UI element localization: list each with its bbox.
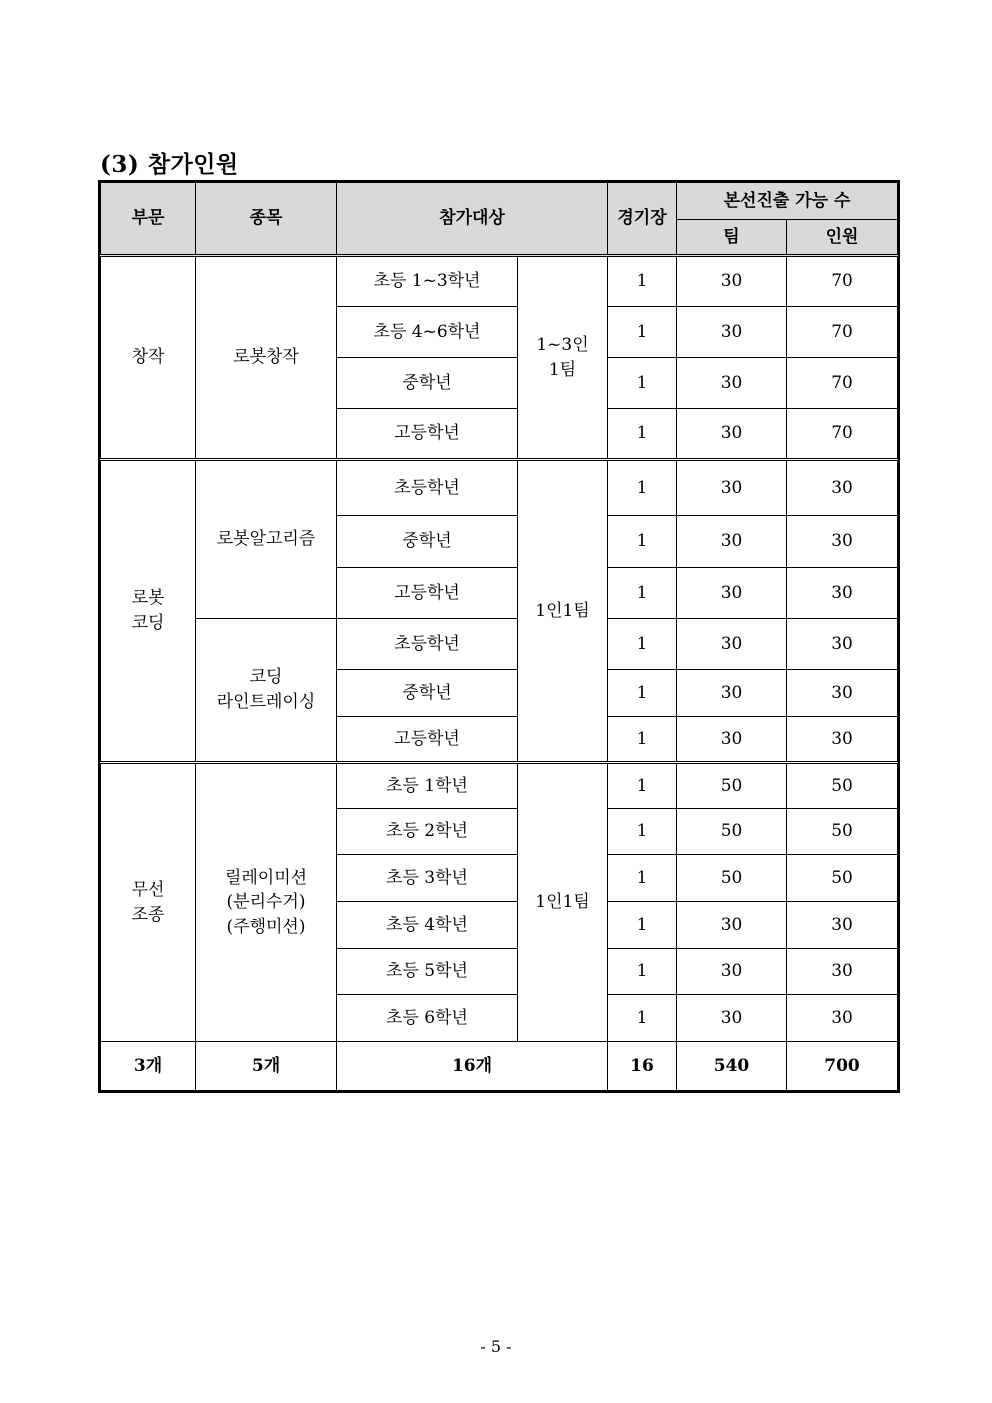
field-cell: 1	[608, 568, 677, 619]
teams-cell: 30	[677, 460, 787, 516]
division-cell: 무선 조종	[101, 763, 196, 1042]
table-row	[101, 460, 898, 516]
people-cell: 70	[787, 409, 898, 460]
table-row	[101, 619, 898, 670]
people-cell: 70	[787, 307, 898, 358]
people-cell: 50	[787, 763, 898, 809]
target-cell: 초등 6학년	[337, 995, 518, 1042]
target-cell: 중학년	[337, 670, 518, 717]
people-cell: 50	[787, 809, 898, 855]
field-cell: 1	[608, 995, 677, 1042]
header-division: 부문	[101, 183, 196, 256]
table-row	[101, 256, 898, 307]
people-cell: 70	[787, 358, 898, 409]
target-cell: 중학년	[337, 358, 518, 409]
field-cell: 1	[608, 460, 677, 516]
field-cell: 1	[608, 409, 677, 460]
table-body	[101, 256, 898, 1091]
teams-cell: 30	[677, 568, 787, 619]
target-cell: 초등학년	[337, 619, 518, 670]
teams-cell: 30	[677, 516, 787, 568]
field-cell: 1	[608, 670, 677, 717]
target-cell: 고등학년	[337, 568, 518, 619]
people-cell: 50	[787, 855, 898, 902]
participants-table	[100, 182, 898, 1091]
table-row	[101, 763, 898, 809]
total-target-cell: 16개	[337, 1042, 608, 1091]
teams-cell: 30	[677, 717, 787, 763]
people-cell: 30	[787, 568, 898, 619]
people-cell: 30	[787, 460, 898, 516]
team-size-cell: 1인1팀	[518, 763, 608, 1042]
target-cell: 초등 3학년	[337, 855, 518, 902]
field-cell: 1	[608, 256, 677, 307]
target-cell: 중학년	[337, 516, 518, 568]
teams-cell: 50	[677, 809, 787, 855]
teams-cell: 30	[677, 670, 787, 717]
field-cell: 1	[608, 307, 677, 358]
target-cell: 초등학년	[337, 460, 518, 516]
event-cell: 로봇알고리즘	[196, 460, 337, 619]
team-size-cell: 1인1팀	[518, 460, 608, 763]
target-cell: 초등 2학년	[337, 809, 518, 855]
teams-cell: 30	[677, 358, 787, 409]
field-cell: 1	[608, 902, 677, 949]
header-target: 참가대상	[337, 183, 608, 256]
total-teams-cell: 540	[677, 1042, 787, 1091]
people-cell: 30	[787, 949, 898, 995]
target-cell: 초등 1~3학년	[337, 256, 518, 307]
event-cell: 코딩 라인트레이싱	[196, 619, 337, 763]
people-cell: 30	[787, 717, 898, 763]
teams-cell: 50	[677, 855, 787, 902]
target-cell: 초등 1학년	[337, 763, 518, 809]
total-event-cell: 5개	[196, 1042, 337, 1091]
target-cell: 초등 5학년	[337, 949, 518, 995]
field-cell: 1	[608, 516, 677, 568]
division-cell: 창작	[101, 256, 196, 460]
total-row	[101, 1042, 898, 1091]
header-teams: 팀	[677, 220, 787, 256]
header-people: 인원	[787, 220, 898, 256]
field-cell: 1	[608, 809, 677, 855]
people-cell: 70	[787, 256, 898, 307]
field-cell: 1	[608, 763, 677, 809]
division-cell: 로봇 코딩	[101, 460, 196, 763]
people-cell: 30	[787, 619, 898, 670]
target-cell: 초등 4학년	[337, 902, 518, 949]
header-quota: 본선진출 가능 수	[677, 183, 898, 220]
teams-cell: 50	[677, 763, 787, 809]
people-cell: 30	[787, 516, 898, 568]
header-field: 경기장	[608, 183, 677, 256]
target-cell: 고등학년	[337, 717, 518, 763]
field-cell: 1	[608, 358, 677, 409]
teams-cell: 30	[677, 619, 787, 670]
page-number: - 5 -	[480, 1337, 512, 1356]
field-cell: 1	[608, 855, 677, 902]
teams-cell: 30	[677, 256, 787, 307]
field-cell: 1	[608, 619, 677, 670]
teams-cell: 30	[677, 307, 787, 358]
total-field-cell: 16	[608, 1042, 677, 1091]
teams-cell: 30	[677, 949, 787, 995]
target-cell: 초등 4~6학년	[337, 307, 518, 358]
teams-cell: 30	[677, 902, 787, 949]
total-division-cell: 3개	[101, 1042, 196, 1091]
people-cell: 30	[787, 902, 898, 949]
teams-cell: 30	[677, 409, 787, 460]
field-cell: 1	[608, 717, 677, 763]
header-event: 종목	[196, 183, 337, 256]
teams-cell: 30	[677, 995, 787, 1042]
event-cell: 로봇창작	[196, 256, 337, 460]
people-cell: 30	[787, 670, 898, 717]
section-title: (3) 참가인원	[100, 151, 239, 178]
people-cell: 30	[787, 995, 898, 1042]
team-size-cell: 1~3인 1팀	[518, 256, 608, 460]
target-cell: 고등학년	[337, 409, 518, 460]
total-people-cell: 700	[787, 1042, 898, 1091]
field-cell: 1	[608, 949, 677, 995]
event-cell: 릴레이미션 (분리수거) (주행미션)	[196, 763, 337, 1042]
